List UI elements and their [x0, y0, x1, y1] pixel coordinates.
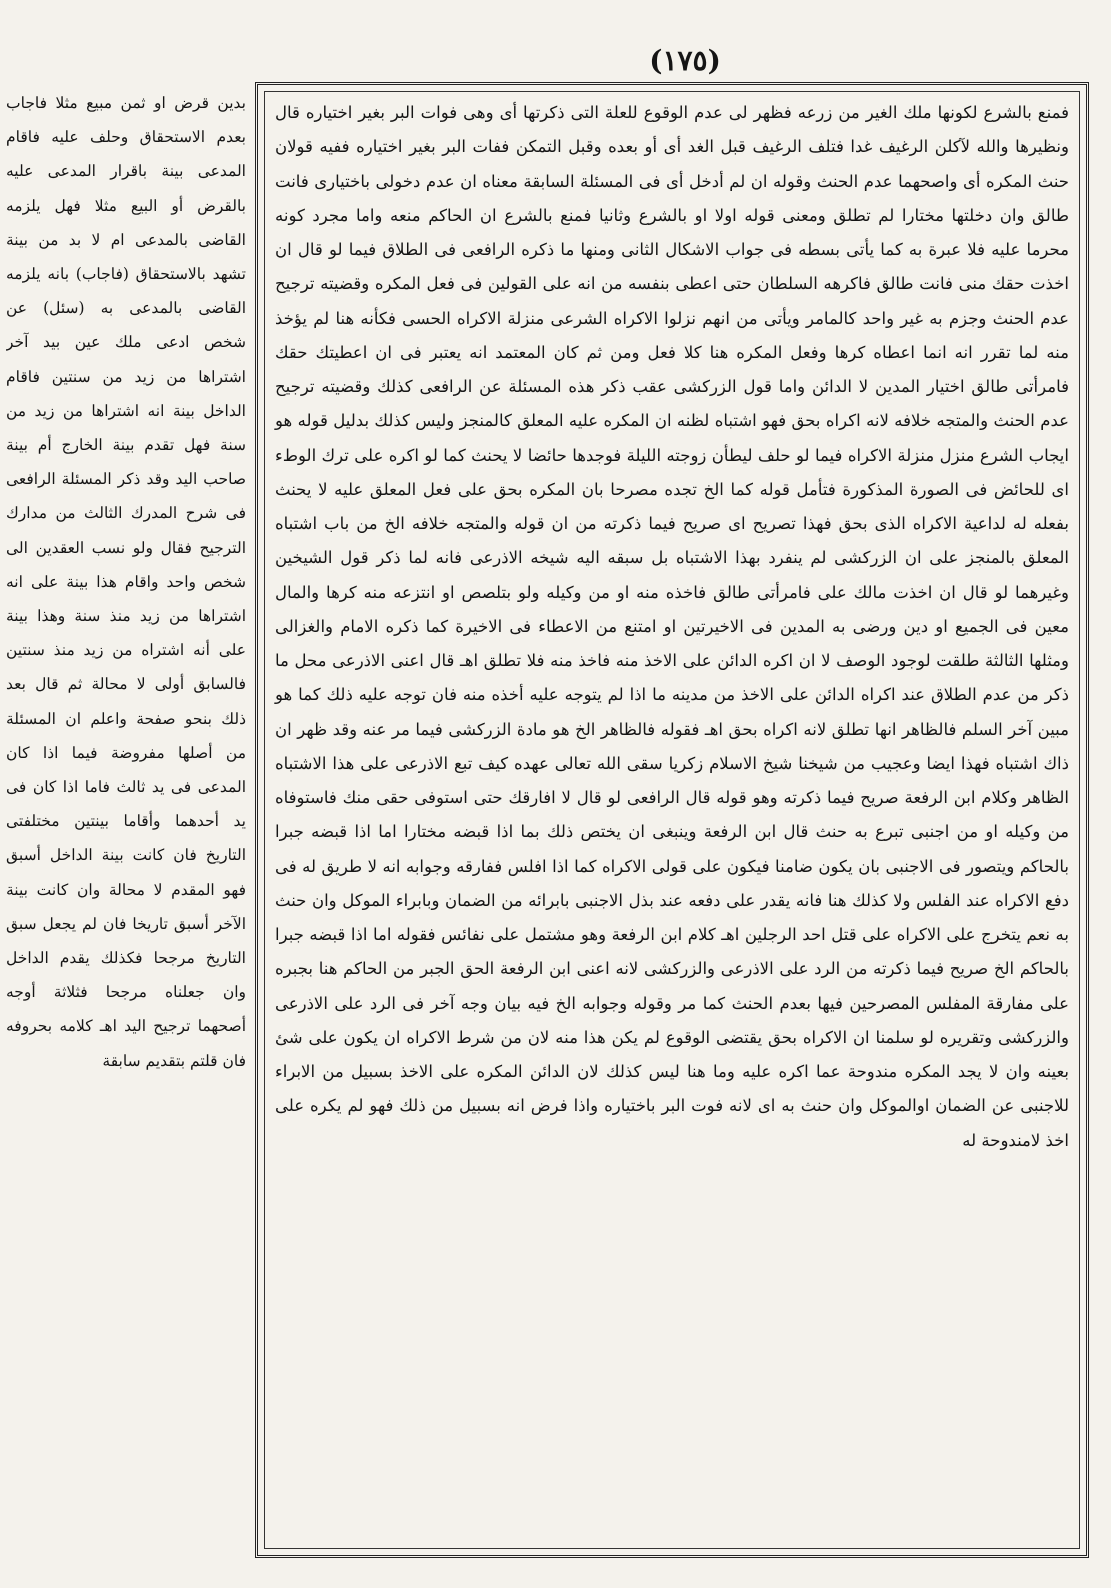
- page-number: (١٧٥): [649, 44, 721, 77]
- main-text-body: [265, 92, 1079, 1158]
- margin-commentary-body: [6, 86, 246, 1078]
- main-text-frame: [255, 82, 1089, 1558]
- main-text-inner-border: [264, 91, 1080, 1549]
- main-paragraph: فمنع بالشرع لكونها ملك الغير من زرعه فظهر لى عدم الوقوع للعلة التى ذكرتها أى وهى فوات البر بغير اختياره قال ونظيرها والله لآكلن الرغيف غدا فتلف الرغيف قبل الغد أى أو بعده وقبل التمكن ففات البر بغير اختياره ففيه قولان حنث المكره أى واصحهما عدم الحنث وقوله ان لم أدخل أى فى المسئلة السابقة معناه ان عدم دخولى باختيارى فانت طالق وان دخلتها مختارا لم تطلق ومعنى قوله اولا او بالشرع وثانيا فمنع بالشرع ان الحاكم منعه واما مجرد كونه محرما عليه فلا عبرة به كما يأتى بسطه فى جواب الاشكال الثانى ومنها ما ذكره الرافعى فى الطلاق فيما لو قال ان اخذت حقك منى فانت طالق فاكرهه السلطان حتى اعطى بنفسه من انه على القولين فى فعل المكره وقضيته ترجيح عدم الحنث وجزم به غير واحد كالمامر ويأتى من انهم نزلوا الاكراه الشرعى منزلة الاكراه الحسى فكأنه هنا لم يؤخذ منه لما تقرر انه انما اعطاه كرها وفعل المكره هنا كلا فعل ومن ثم كان المعتمد انه يعتبر فى ان اعطيتك حقك فامرأتى طالق اختيار المدين لا الدائن واما قول الزركشى عقب ذكر هذه المسئلة عن الرافعى كذلك وقضيته ترجيح عدم الحنث والمتجه خلافه لانه اكراه بحق فهو اشتباه لظنه ان المكره عليه المعلق كالمنجز وليس كذلك بدليل قوله هو ايجاب الشرع منزل منزلة الاكراه فيما لو حلف ليطأن زوجته الليلة فوجدها حائضا لا يحنث كما لو اكره على ترك الوطء اى للحائض فى الصورة المذكورة فتأمل قوله كما الخ تجده مصرحا بان المكره بحق على فعل المعلق عليه لا يحنث بفعله له لداعية الاكراه الذى بحق فهذا تصريح اى صريح فيما ذكرته من ان قوله والمتجه خلافه الخ من باب اشتباه المعلق بالمنجز على ان الزركشى لم ينفرد بهذا الاشتباه بل سبقه اليه شيخه الاذرعى فانه لما ذكر قول الشيخين وغيرهما لو قال ان اخذت مالك على فامرأتى طالق فاخذه منه او من وكيله ولو بتلصص او انتزعه منه كرها والمال معين فى الجميع او دين ورضى به المدين فى الاخيرتين او امتنع من الاعطاء فى الاخيرة كما ذكره الامام والغزالى ومثلها الثالثة طلقت لوجود الوصف لا ان اكره الدائن على الاخذ منه فاخذ منه فلا تطلق اهـ قال اعنى الاذرعى محل ما ذكر من عدم الطلاق عند اكراه الدائن على الاخذ من مدينه ما اذا لم يتوجه عليه أخذه منه فان توجه عليه ذلك كما هو مبين آخر السلم فالظاهر انها تطلق لانه اكراه بحق اهـ فقوله فالظاهر الخ هو مادة الزركشى فيما مر عنه وقد ظهر ان ذاك اشتباه فهذا ايضا وعجيب من شيخنا شيخ الاسلام زكريا سقى الله تعالى عهده كيف تبع الاذرعى على هذا الاشتباه الظاهر وكلام ابن الرفعة صريح فيما ذكرته وهو قوله قال الرافعى لو قال لا افارقك حتى استوفى حقى منك فاستوفاه من وكيله او من اجنبى تبرع به حنث قال ابن الرفعة وينبغى ان يختص ذلك بما اذا قبضه مختارا اما اذا قبضه جبرا بالحاكم ويتصور فى الاجنبى بان يكون ضامنا فيكون على قولى الاكراه كما اذا افلس ففارقه وجوابه انه لا طريق له فى دفع الاكراه عند الفلس ولا كذلك هنا فانه يقدر على دفعه عند بذل الاجنبى بابرائه من الضمان وبابراء الموكل وان حنث به نعم يتخرج على الاكراه على قتل احد الرجلين اهـ كلام ابن الرفعة وهو مشتمل على نفائس فقوله اما اذا قبضه جبرا بالحاكم الخ صريح فيما ذكرته من الرد على الاذرعى والزركشى لانه اعنى ابن الرفعة الحق الجبر من الحاكم هنا بجبره على مفارقة المفلس المصرحين فيها بعدم الحنث كما مر وقوله وجوابه الخ فيه بيان وجه آخر فى الرد على الاذرعى والزركشى وتقريره لو سلمنا ان الاكراه بحق يقتضى الوقوع لم يكن هذا منه لان من شرط الاكراه ان يكون على شئ بعينه وان لا يجد المكره مندوحة عما اكره عليه وما هنا ليس كذلك لان الدائن المكره على الاخذ بسبيل من الابراء للاجنبى عن الضمان اوالموكل وان حنث به اى لانه فوت البر باختياره واذا فرض انه بسبيل من ذلك فهو لم يكره على اخذ لامندوحة له: [275, 103, 1069, 1150]
- margin-paragraph: بدين قرض او ثمن مبيع مثلا فاجاب بعدم الاستحقاق وحلف عليه فاقام المدعى بينة باقرار المدعى عليه بالقرض أو البيع مثلا فهل يلزمه القاضى بالمدعى ام لا بد من بينة تشهد بالاستحقاق (فاجاب) بانه يلزمه القاضى بالمدعى به (سئل) عن شخص ادعى ملك عين بيد آخر اشتراها من زيد من سنتين فاقام الداخل بينة انه اشتراها من زيد من سنة فهل تقدم بينة الخارج أم بينة صاحب اليد وقد ذكر المسئلة الرافعى فى شرح المدرك الثالث من مدارك الترجيح فقال ولو نسب العقدين الى شخص واحد واقام هذا بينة على انه اشتراها من زيد منذ سنة وهذا بينة على أنه اشتراه من زيد منذ سنتين فالسابق أولى لا محالة ثم قال بعد ذلك بنحو صفحة واعلم ان المسئلة من أصلها مفروضة فيما اذا كان المدعى فى يد ثالث فاما اذا كان فى يد أحدهما وأقاما بينتين مختلفتى التاريخ فان كانت بينة الداخل أسبق فهو المقدم لا محالة وان كانت بينة الآخر أسبق تاريخا فان لم يجعل سبق التاريخ مرجحا فكذلك يقدم الداخل وان جعلناه مرجحا فثلاثة أوجه أصحهما ترجيح اليد اهـ كلامه بحروفه فان قلتم بتقديم سابقة: [6, 94, 246, 1070]
- margin-commentary-column: [6, 86, 246, 1556]
